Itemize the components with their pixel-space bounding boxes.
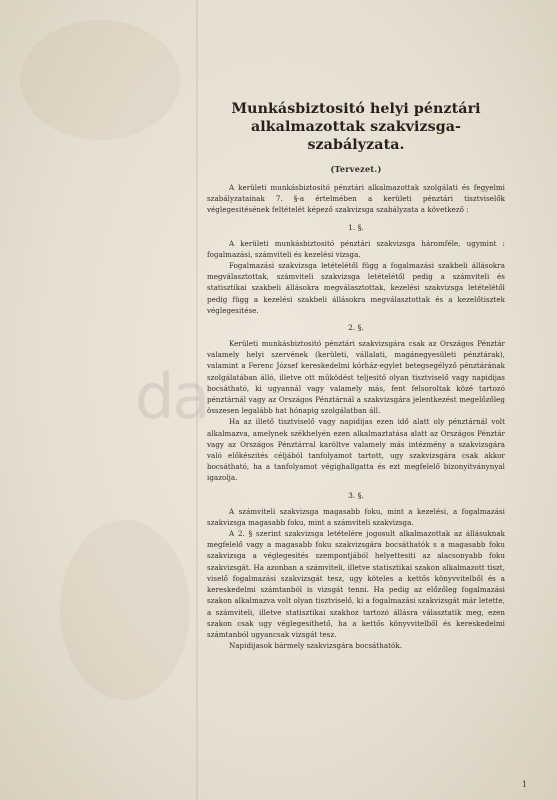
section-paragraph: Kerületi munkásbiztositó pénztári szakvizsgára csak az Országos Pénztár valamely helyi szervének (kerületi, vállalati, magánegyesületi pénztárak), valamint a Ferenc József kereskedelmi kórház-egylet betegsegélyző pénztárának szolgálatában álló, illetve ott működést teljesitő olyan tisztviselő vagy napidijas bocsátható, ki ugyannál vagy valamely más, fent felsoroltak közé tartozó pénztárnál vagy az Országos Pénztárnál a szakvizsgára jelentkezést megelőzőleg összesen legalább hat hónapig szolgálatban áll.: [207, 339, 505, 416]
document-subtitle: (Tervezet.): [330, 164, 382, 174]
section-paragraph: A 2. § szerint szakvizsga letételére jogosult alkalmazottak az állásuknak megfelelő vagy a magasabb foku szakvizsgára bocsáthatók s a magasabb foku szakvizsga a véglegesités szempontjából helyettesiti az alacsonyabb foku szakvizsgát. Ha azonban a számviteli, illetve statisztikai szakon alkalmazott tiszt, viselő fogalmazási szakvizsgát tesz, ugy köteles a kettős könyvvitelből és a kereskedelmi számtanból is vizsgát tenni. Ha pedig az előzőleg fogalmazási szakon alkalmazva volt olyan tisztviselő, ki a fogalmazási szakvizsgát már letette, a számviteli, illetve statisztikai szakhoz tartozó állásra választatik meg, ezen szakon csak ugy véglegesithető, ha a kettős könyvvitelből és kereskedelmi számtanból ugyancsak vizsgát tesz.: [207, 529, 505, 639]
section-heading: 3. §.: [348, 490, 364, 500]
section-paragraph: A kerületi munkásbiztositó pénztári szakvizsga háromféle, ugymint : fogalmazási, számviteli és kezelési vizsga.: [207, 238, 505, 259]
section-paragraph: Fogalmazási szakvizsga letételétől függ a fogalmazási szakbeli állásokra megválasztottak, számviteli szakvizsga letételétől pedig a számviteli és statisztikai szakbeli állásokra megválasztottak, kezelési szakvizsga letételétől pedig függ a kezelési szakbeli állásokra megválasztottak és a kezelőtisztek véglegesitése.: [207, 261, 505, 315]
intro-paragraph: A kerületi munkásbiztositó pénztári alkalmazottak szolgálati és fegyelmi szabályzatainak 7. §-a értelmében a kerületi pénztári tisztviselők véglegesitésének feltételét képező szakvizsga szabályzata a következő :: [207, 183, 505, 215]
paper-stain: [60, 520, 190, 700]
section-heading: 1. §.: [348, 222, 364, 232]
document-body: [207, 100, 505, 651]
page-number: 1: [521, 780, 527, 789]
paper-stain: [20, 20, 180, 140]
document-title: Munkásbiztositó helyi pénztári alkalmazottak szakvizsga-szabályzata.: [231, 101, 481, 153]
section-paragraph: A számviteli szakvizsga magasabb foku, mint a kezelési, a fogalmazási szakvizsga magasabb foku, mint a számviteli szakvizsga.: [207, 506, 505, 527]
section-paragraph: Napidijasok bármely szakvizsgára bocsáthatók.: [229, 641, 402, 651]
section-paragraph: Ha az illető tisztviselő vagy napidijas ezen idő alatt oly pénztárnál volt alkalmazva, amelynek székhelyén ezen alkalmaztatása alatt az Országos Pénztár vagy az Országos Pénztárral karöltve valamely más intézmény a szakvizsgára való előkészités céljából tanfolyamot tartott, ugy szakvizsgára csak akkor bocsátható, ha a tanfolyamot végighallgatta és ezt megfelelő bizonyitványnyal igazolja.: [207, 417, 505, 483]
watermark: da: [135, 360, 209, 433]
section-heading: 2. §.: [348, 323, 364, 333]
